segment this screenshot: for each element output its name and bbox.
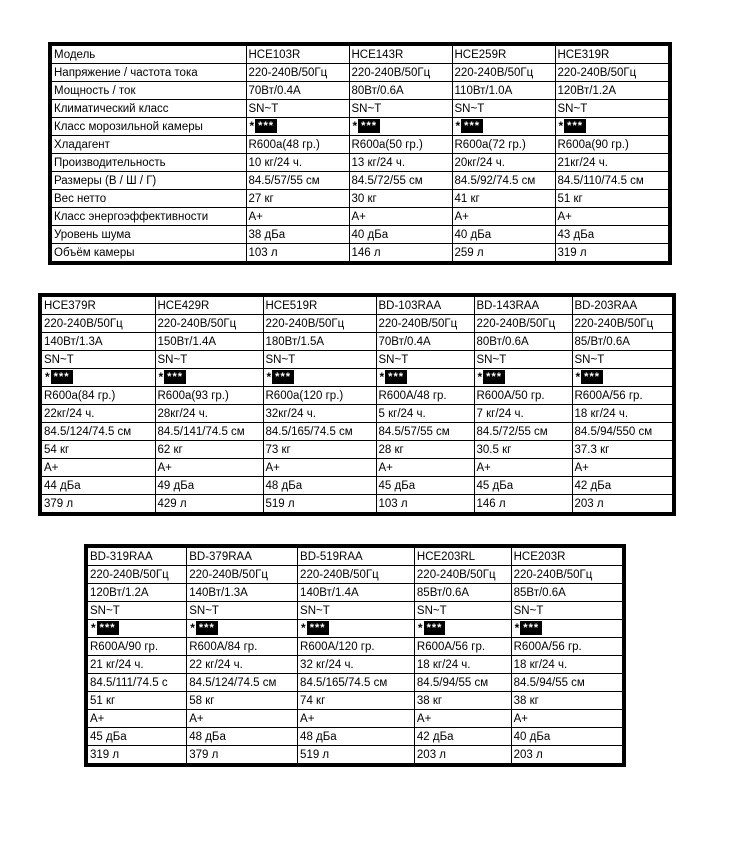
spec-value-cell: 27 кг xyxy=(246,190,349,208)
freezer-star-group: *** xyxy=(196,621,218,635)
freezer-star-rating xyxy=(300,621,329,635)
freezer-star-group: *** xyxy=(255,119,277,133)
spec-value-cell: 84.5/111/74.5 с xyxy=(86,674,187,692)
row-label: Вес нетто xyxy=(50,190,246,208)
freezer-star-rating xyxy=(352,119,381,133)
table-row xyxy=(50,64,670,82)
model-name-cell: HCE519R xyxy=(263,295,376,315)
spec-value-cell: А+ xyxy=(511,710,624,728)
spec-value-cell: SN~T xyxy=(298,602,415,620)
spec-value-cell: А+ xyxy=(187,710,298,728)
freezer-star-rating xyxy=(189,621,218,635)
freezer-star-group: *** xyxy=(424,621,446,635)
spec-value-cell: 32 кг/24 ч. xyxy=(298,656,415,674)
spec-value-cell: 30.5 кг xyxy=(474,441,572,459)
model-name-cell: BD-203RAA xyxy=(572,295,674,315)
spec-value-cell: R600a(50 гр.) xyxy=(349,136,452,154)
table-row xyxy=(40,333,674,351)
table-row xyxy=(86,656,624,674)
spec-value-cell: R600A/56 гр. xyxy=(414,638,511,656)
table-row xyxy=(40,405,674,423)
freezer-class-cell xyxy=(263,369,376,387)
spec-value-cell: R600a(48 гр.) xyxy=(246,136,349,154)
spec-value-cell: 70Вт/0.4А xyxy=(246,82,349,100)
spec-value-cell: 103 л xyxy=(246,244,349,264)
spec-value-cell: SN~T xyxy=(572,351,674,369)
spec-value-cell: R600A/56 гр. xyxy=(572,387,674,405)
freezer-class-cell xyxy=(298,620,415,638)
table-row xyxy=(40,441,674,459)
freezer-star-prefix: * xyxy=(379,370,385,385)
spec-value-cell: 220-240В/50Гц xyxy=(349,64,452,82)
freezer-star-prefix: * xyxy=(45,370,50,385)
spec-value-cell: R600A/120 гр. xyxy=(298,638,415,656)
spec-value-cell: 10 кг/24 ч. xyxy=(246,154,349,172)
spec-value-cell: 84.5/141/74.5 см xyxy=(155,423,263,441)
table-row xyxy=(50,190,670,208)
spec-value-cell: 30 кг xyxy=(349,190,452,208)
row-label: Напряжение / частота тока xyxy=(50,64,246,82)
freezer-star-rating xyxy=(558,119,587,133)
freezer-star-prefix: * xyxy=(575,370,581,385)
spec-value-cell: А+ xyxy=(474,459,572,477)
spec-value-cell: 40 дБа xyxy=(349,226,452,244)
spec-value-cell: 140Вт/1.3А xyxy=(187,584,298,602)
spec-value-cell: 220-240В/50Гц xyxy=(474,315,572,333)
spec-value-cell: 220-240В/50Гц xyxy=(555,64,670,82)
spec-value-cell: 110Вт/1.0А xyxy=(452,82,555,100)
spec-value-cell: SN~T xyxy=(555,100,670,118)
table-row xyxy=(86,728,624,746)
spec-value-cell: А+ xyxy=(572,459,674,477)
freezer-star-rating xyxy=(44,370,73,384)
freezer-star-group: *** xyxy=(307,621,329,635)
spec-value-cell: 73 кг xyxy=(263,441,376,459)
spec-value-cell: 74 кг xyxy=(298,692,415,710)
spec-value-cell: 429 л xyxy=(155,495,263,515)
table-row xyxy=(50,208,670,226)
spec-value-cell: 220-240В/50Гц xyxy=(376,315,474,333)
spec-value-cell: SN~T xyxy=(155,351,263,369)
row-label: Размеры (В / Ш / Г) xyxy=(50,172,246,190)
spec-value-cell: 84.5/92/74.5 см xyxy=(452,172,555,190)
spec-value-cell: 48 дБа xyxy=(298,728,415,746)
freezer-class-cell xyxy=(414,620,511,638)
spec-value-cell: 84.5/110/74.5 см xyxy=(555,172,670,190)
model-name-cell: BD-519RAA xyxy=(298,546,415,566)
freezer-class-cell xyxy=(187,620,298,638)
freezer-star-group: *** xyxy=(483,370,505,384)
spec-value-cell: 84.5/72/55 см xyxy=(349,172,452,190)
freezer-star-prefix: * xyxy=(558,119,564,134)
spec-value-cell: 319 л xyxy=(555,244,670,264)
freezer-class-cell xyxy=(474,369,572,387)
freezer-class-cell xyxy=(572,369,674,387)
spec-value-cell: 38 кг xyxy=(414,692,511,710)
spec-value-cell: 220-240В/50Гц xyxy=(298,566,415,584)
spec-value-cell: 140Вт/1.4А xyxy=(298,584,415,602)
model-name-cell: HCE103R xyxy=(246,44,349,64)
freezer-star-rating xyxy=(477,370,506,384)
spec-value-cell: 22 кг/24 ч. xyxy=(187,656,298,674)
freezer-star-prefix: * xyxy=(91,621,96,636)
freezer-star-group: *** xyxy=(358,119,380,133)
spec-value-cell: 84.5/124/74.5 см xyxy=(40,423,155,441)
table-row xyxy=(50,82,670,100)
spec-value-cell: SN~T xyxy=(86,602,187,620)
spec-value-cell: А+ xyxy=(86,710,187,728)
table-row xyxy=(86,566,624,584)
spec-value-cell: 43 дБа xyxy=(555,226,670,244)
spec-value-cell: А+ xyxy=(452,208,555,226)
freezer-star-group: *** xyxy=(97,621,119,635)
spec-value-cell: 85/Вт/0.6А xyxy=(572,333,674,351)
spec-value-cell: 80Вт/0.6А xyxy=(349,82,452,100)
spec-value-cell: 51 кг xyxy=(555,190,670,208)
spec-table-3 xyxy=(84,544,626,767)
spec-value-cell: R600A/48 гр. xyxy=(376,387,474,405)
spec-value-cell: SN~T xyxy=(263,351,376,369)
freezer-class-cell xyxy=(452,118,555,136)
spec-value-cell: 7 кг/24 ч. xyxy=(474,405,572,423)
spec-value-cell: 379 л xyxy=(187,746,298,766)
table-row xyxy=(40,315,674,333)
spec-value-cell: 319 л xyxy=(86,746,187,766)
freezer-star-group: *** xyxy=(520,621,542,635)
spec-value-cell: 51 кг xyxy=(86,692,187,710)
spec-value-cell: 220-240В/50Гц xyxy=(572,315,674,333)
spec-value-cell: 28 кг xyxy=(376,441,474,459)
spec-value-cell: SN~T xyxy=(40,351,155,369)
spec-value-cell: 84.5/94/55 см xyxy=(414,674,511,692)
freezer-star-prefix: * xyxy=(477,370,483,385)
spec-value-cell: 203 л xyxy=(572,495,674,515)
spec-value-cell: 37.3 кг xyxy=(572,441,674,459)
freezer-star-group: *** xyxy=(385,370,407,384)
freezer-class-cell xyxy=(555,118,670,136)
model-name-cell: HCE143R xyxy=(349,44,452,64)
freezer-class-cell xyxy=(155,369,263,387)
spec-value-cell: R600a(120 гр.) xyxy=(263,387,376,405)
spec-value-cell: 146 л xyxy=(349,244,452,264)
row-label: Класс энергоэффективности xyxy=(50,208,246,226)
spec-value-cell: 45 дБа xyxy=(376,477,474,495)
freezer-star-rating xyxy=(575,370,604,384)
spec-value-cell: А+ xyxy=(555,208,670,226)
freezer-class-cell xyxy=(349,118,452,136)
spec-value-cell: 379 л xyxy=(40,495,155,515)
freezer-star-rating xyxy=(379,370,408,384)
freezer-star-group: *** xyxy=(581,370,603,384)
freezer-star-prefix: * xyxy=(417,621,423,636)
model-name-cell: BD-379RAA xyxy=(187,546,298,566)
freezer-star-rating xyxy=(90,621,119,635)
spec-value-cell: 18 кг/24 ч. xyxy=(414,656,511,674)
spec-value-cell: 220-240В/50Гц xyxy=(187,566,298,584)
spec-value-cell: SN~T xyxy=(376,351,474,369)
spec-value-cell: 48 дБа xyxy=(187,728,298,746)
spec-table-1 xyxy=(48,42,672,265)
model-name-cell: BD-319RAA xyxy=(86,546,187,566)
spec-value-cell: 49 дБа xyxy=(155,477,263,495)
spec-value-cell: 41 кг xyxy=(452,190,555,208)
spec-value-cell: 146 л xyxy=(474,495,572,515)
spec-value-cell: 84.5/57/55 см xyxy=(246,172,349,190)
freezer-star-prefix: * xyxy=(352,119,358,134)
spec-value-cell: А+ xyxy=(349,208,452,226)
spec-value-cell: 62 кг xyxy=(155,441,263,459)
spec-value-cell: 259 л xyxy=(452,244,555,264)
spec-value-cell: 45 дБа xyxy=(86,728,187,746)
spec-value-cell: А+ xyxy=(376,459,474,477)
spec-value-cell: 84.5/57/55 см xyxy=(376,423,474,441)
spec-value-cell: 40 дБа xyxy=(511,728,624,746)
spec-value-cell: 28кг/24 ч. xyxy=(155,405,263,423)
freezer-star-rating xyxy=(249,119,278,133)
spec-value-cell: 84.5/94/55 см xyxy=(511,674,624,692)
freezer-star-group: *** xyxy=(51,370,73,384)
row-label: Объём камеры xyxy=(50,244,246,264)
spec-value-cell: 18 кг/24 ч. xyxy=(511,656,624,674)
table-row xyxy=(86,692,624,710)
spec-value-cell: 22кг/24 ч. xyxy=(40,405,155,423)
spec-value-cell: 44 дБа xyxy=(40,477,155,495)
spec-value-cell: R600A/50 гр. xyxy=(474,387,572,405)
table-row xyxy=(40,295,674,315)
spec-value-cell: 220-240В/50Гц xyxy=(452,64,555,82)
freezer-star-prefix: * xyxy=(190,621,195,636)
spec-value-cell: 21кг/24 ч. xyxy=(555,154,670,172)
table-row xyxy=(86,674,624,692)
spec-value-cell: 84.5/165/74.5 см xyxy=(263,423,376,441)
table-row xyxy=(86,638,624,656)
spec-value-cell: 45 дБа xyxy=(474,477,572,495)
spec-value-cell: 84.5/124/74.5 см xyxy=(187,674,298,692)
freezer-star-rating xyxy=(266,370,295,384)
table-row xyxy=(86,584,624,602)
freezer-star-prefix: * xyxy=(514,621,520,636)
table-row xyxy=(50,154,670,172)
model-name-cell: HCE319R xyxy=(555,44,670,64)
table-row xyxy=(50,136,670,154)
spec-value-cell: 70Вт/0.4А xyxy=(376,333,474,351)
freezer-star-rating xyxy=(158,370,187,384)
table-row xyxy=(86,746,624,766)
freezer-star-prefix: * xyxy=(301,621,306,636)
freezer-class-cell xyxy=(40,369,155,387)
freezer-class-cell xyxy=(246,118,349,136)
freezer-star-prefix: * xyxy=(158,370,164,385)
spec-value-cell: 519 л xyxy=(298,746,415,766)
table-row xyxy=(50,244,670,264)
row-label: Климатический класс xyxy=(50,100,246,118)
spec-value-cell: SN~T xyxy=(349,100,452,118)
spec-value-cell: 220-240В/50Гц xyxy=(511,566,624,584)
spec-value-cell: 519 л xyxy=(263,495,376,515)
spec-value-cell: R600a(84 гр.) xyxy=(40,387,155,405)
spec-value-cell: 120Вт/1.2А xyxy=(555,82,670,100)
spec-value-cell: 220-240В/50Гц xyxy=(246,64,349,82)
spec-value-cell: 150Вт/1.4А xyxy=(155,333,263,351)
freezer-star-rating xyxy=(417,621,446,635)
spec-value-cell: 21 кг/24 ч. xyxy=(86,656,187,674)
spec-value-cell: А+ xyxy=(263,459,376,477)
row-label: Уровень шума xyxy=(50,226,246,244)
freezer-star-group: *** xyxy=(272,370,294,384)
row-label: Мощность / ток xyxy=(50,82,246,100)
spec-value-cell: 85Вт/0.6А xyxy=(511,584,624,602)
spec-value-cell: R600A/84 гр. xyxy=(187,638,298,656)
spec-value-cell: 203 л xyxy=(511,746,624,766)
spec-value-cell: 120Вт/1.2А xyxy=(86,584,187,602)
spec-value-cell: 5 кг/24 ч. xyxy=(376,405,474,423)
spec-value-cell: R600A/90 гр. xyxy=(86,638,187,656)
spec-value-cell: SN~T xyxy=(187,602,298,620)
spec-value-cell: 58 кг xyxy=(187,692,298,710)
spec-value-cell: 38 кг xyxy=(511,692,624,710)
spec-value-cell: SN~T xyxy=(414,602,511,620)
spec-value-cell: R600a(90 гр.) xyxy=(555,136,670,154)
spec-value-cell: 220-240В/50Гц xyxy=(155,315,263,333)
freezer-class-cell xyxy=(511,620,624,638)
freezer-star-rating xyxy=(455,119,484,133)
spec-value-cell: R600A/56 гр. xyxy=(511,638,624,656)
spec-value-cell: 84.5/72/55 см xyxy=(474,423,572,441)
model-name-cell: BD-143RAA xyxy=(474,295,572,315)
table-row xyxy=(50,100,670,118)
spec-value-cell: SN~T xyxy=(511,602,624,620)
model-name-cell: HCE203RL xyxy=(414,546,511,566)
spec-value-cell: SN~T xyxy=(246,100,349,118)
spec-value-cell: 48 дБа xyxy=(263,477,376,495)
spec-value-cell: 54 кг xyxy=(40,441,155,459)
spec-table-1-body xyxy=(50,44,670,263)
spec-value-cell: 20кг/24 ч. xyxy=(452,154,555,172)
spec-value-cell: 220-240В/50Гц xyxy=(86,566,187,584)
spec-value-cell: 103 л xyxy=(376,495,474,515)
table-row xyxy=(40,351,674,369)
spec-value-cell: 32кг/24 ч. xyxy=(263,405,376,423)
row-label: Хладагент xyxy=(50,136,246,154)
spec-value-cell: 42 дБа xyxy=(414,728,511,746)
table-row xyxy=(40,459,674,477)
spec-table-2-body xyxy=(40,295,674,514)
table-row xyxy=(40,495,674,515)
table-row xyxy=(40,423,674,441)
spec-value-cell: А+ xyxy=(40,459,155,477)
spec-value-cell: 80Вт/0.6А xyxy=(474,333,572,351)
spec-value-cell: 220-240В/50Гц xyxy=(40,315,155,333)
spec-value-cell: 140Вт/1.3А xyxy=(40,333,155,351)
spec-table-2 xyxy=(38,293,676,516)
model-name-cell: HCE379R xyxy=(40,295,155,315)
row-label: Класс морозильной камеры xyxy=(50,118,246,136)
spec-value-cell: 220-240В/50Гц xyxy=(414,566,511,584)
spec-value-cell: SN~T xyxy=(474,351,572,369)
spec-value-cell: 85Вт/0.6А xyxy=(414,584,511,602)
spec-value-cell: 42 дБа xyxy=(572,477,674,495)
table-row xyxy=(50,172,670,190)
model-name-cell: HCE203R xyxy=(511,546,624,566)
freezer-star-prefix: * xyxy=(266,370,272,385)
table-row xyxy=(50,118,670,136)
spec-value-cell: R600a(72 гр.) xyxy=(452,136,555,154)
table-row xyxy=(40,369,674,387)
freezer-class-cell xyxy=(376,369,474,387)
spec-value-cell: 180Вт/1.5А xyxy=(263,333,376,351)
model-name-cell: HCE429R xyxy=(155,295,263,315)
spec-value-cell: 84.5/94/550 см xyxy=(572,423,674,441)
table-row xyxy=(50,44,670,64)
table-row xyxy=(40,477,674,495)
freezer-star-group: *** xyxy=(461,119,483,133)
freezer-class-cell xyxy=(86,620,187,638)
table-row xyxy=(86,546,624,566)
spec-value-cell: А+ xyxy=(155,459,263,477)
spec-value-cell: R600a(93 гр.) xyxy=(155,387,263,405)
table-row xyxy=(40,387,674,405)
spec-table-3-body xyxy=(86,546,624,765)
spec-value-cell: SN~T xyxy=(452,100,555,118)
spec-value-cell: А+ xyxy=(414,710,511,728)
row-label: Модель xyxy=(50,44,246,64)
model-name-cell: HCE259R xyxy=(452,44,555,64)
spec-value-cell: 40 дБа xyxy=(452,226,555,244)
freezer-star-rating xyxy=(514,621,543,635)
spec-value-cell: А+ xyxy=(246,208,349,226)
spec-value-cell: 13 кг/24 ч. xyxy=(349,154,452,172)
row-label: Производительность xyxy=(50,154,246,172)
freezer-star-group: *** xyxy=(164,370,186,384)
table-row xyxy=(86,620,624,638)
freezer-star-group: *** xyxy=(564,119,586,133)
spec-value-cell: А+ xyxy=(298,710,415,728)
spec-value-cell: 18 кг/24 ч. xyxy=(572,405,674,423)
freezer-star-prefix: * xyxy=(455,119,461,134)
table-row xyxy=(50,226,670,244)
spec-value-cell: 38 дБа xyxy=(246,226,349,244)
table-row xyxy=(86,602,624,620)
spec-value-cell: 84.5/165/74.5 см xyxy=(298,674,415,692)
model-name-cell: BD-103RAA xyxy=(376,295,474,315)
freezer-star-prefix: * xyxy=(249,119,255,134)
spec-value-cell: 203 л xyxy=(414,746,511,766)
spec-value-cell: 220-240В/50Гц xyxy=(263,315,376,333)
table-row xyxy=(86,710,624,728)
